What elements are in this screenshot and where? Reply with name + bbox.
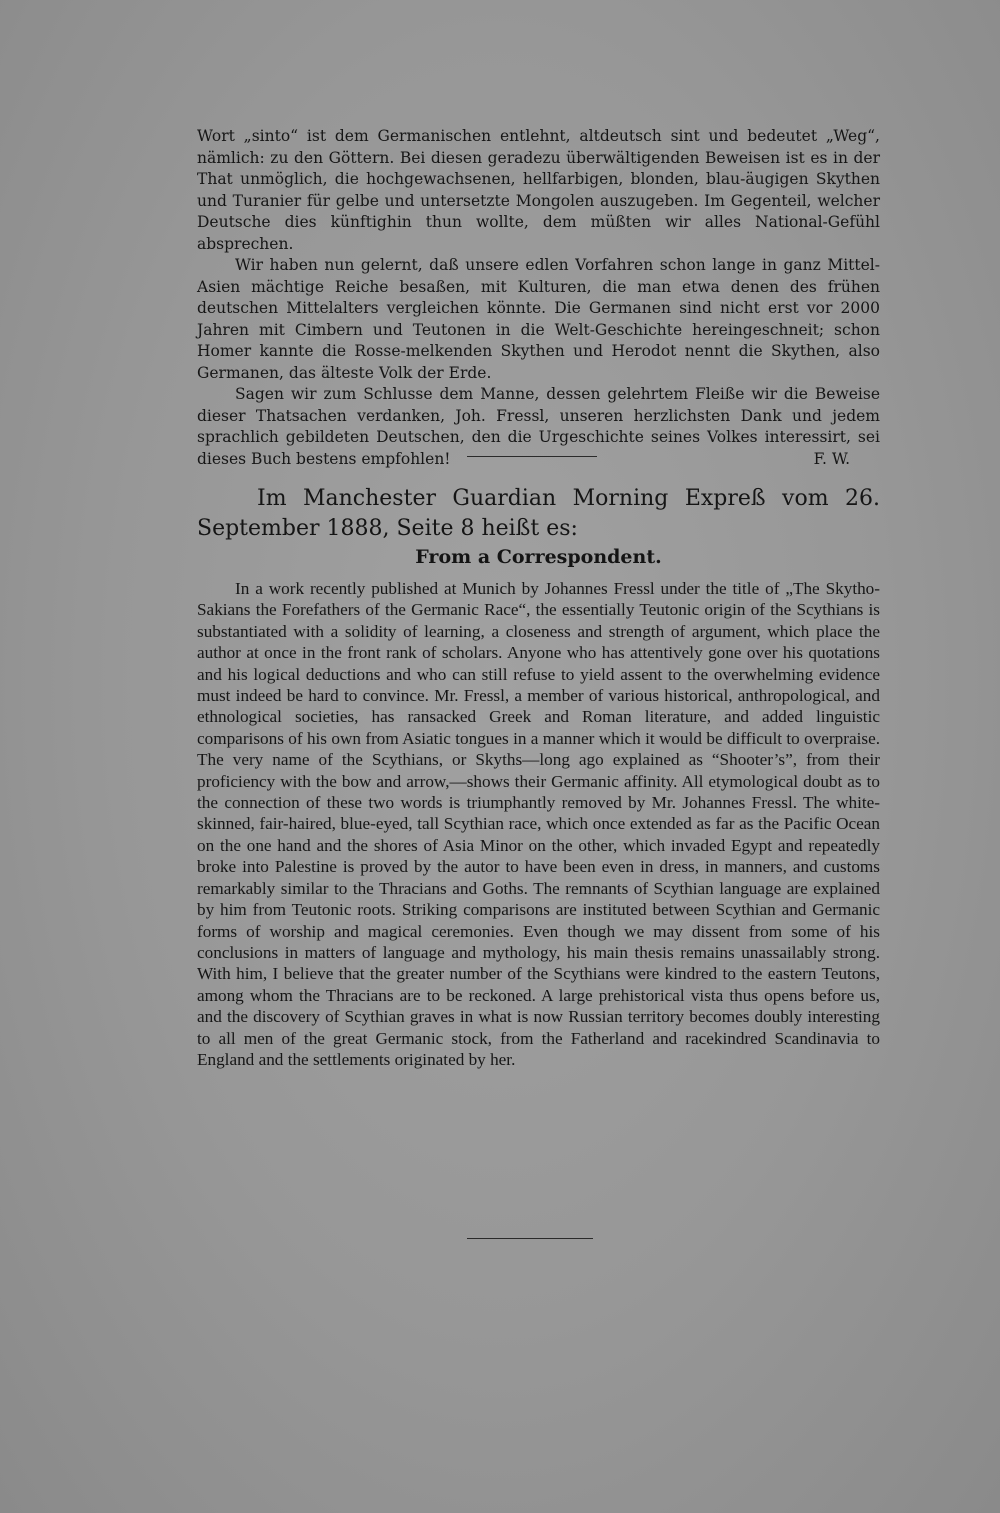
german-paragraph-3 (197, 384, 880, 470)
german-paragraph-1: Wort „sinto“ ist dem Germanischen entlehnt, altdeutsch sint und bedeutet „Weg“, nämlich: zu den Göttern. Bei diesen geradezu überwältigenden Beweisen ist es in der That unmöglich, die hochgewachsenen, hellfarbigen, blonden, blau-äugigen Skythen und Turanier für gelbe und untersetzte Mongolen auszugeben. Im Gegenteil, welcher Deutsche dies künftighin thun wollte, dem müßten wir alles National-Gefühl absprechen. (197, 127, 880, 253)
german-paragraph-3-text: Sagen wir zum Schlusse dem Manne, dessen gelehrtem Fleiße wir die Beweise dieser Thatsachen verdanken, Joh. Fressl, unseren herzlichsten Dank und jedem sprachlich gebildeten Deutschen, den die Urgeschichte seines Volkes interessirt, sei dieses Buch bestens empfohlen! (197, 385, 880, 468)
correspondent-subheading: From a Correspondent. (415, 546, 662, 568)
newspaper-citation-heading: Im Manchester Guardian Morning Expreß vom 26. September 1888, Seite 8 heißt es: (197, 486, 880, 541)
signature: F. W. (813, 449, 850, 468)
german-paragraph-2: Wir haben nun gelernt, daß unsere edlen Vorfahren schon lange in ganz Mittel-Asien mächtige Reiche besaßen, mit Kulturen, die man etwa denen des frühen deutschen Mittelalters vergleichen könnte. Die Germanen sind nicht erst vor 2000 Jahren mit Cimbern und Teutonen in die Welt-Geschichte hereingeschneit; schon Homer kannte die Rosse-melkenden Skythen und Herodot nennt die Skythen, also Germanen, das älteste Volk der Erde. (197, 256, 880, 382)
english-text-block (197, 578, 880, 1070)
german-text-block (197, 126, 880, 470)
divider-rule-top (467, 456, 597, 457)
english-paragraph: In a work recently published at Munich by Johannes Fressl under the title of „The Skytho-Sakians the Forefathers of the Germanic Race“, the essentially Teutonic origin of the Scythians is substantiated with a solidity of learning, a closeness and strength of argument, which place the author at once in the front rank of scholars. Anyone who has attentively gone over his quotations and his logical deductions and who can still refuse to yield assent to the overwhelming evidence must indeed be hard to convince. Mr. Fressl, a member of various historical, anthropological, and ethnological societies, has ransacked Greek and Roman literature, and added linguistic comparisons of his own from Asiatic tongues in a manner which it would be difficult to overpraise. The very name of the Scythians, or Skyths—long ago explained as “Shooter’s”, from their proficiency with the bow and arrow,—shows their Germanic affinity. All etymological doubt as to the connection of these two words is triumphantly removed by Mr. Johannes Fressl. The white-skinned, fair-haired, blue-eyed, tall Scythian race, which once extended as far as the Pacific Ocean on the one hand and the shores of Asia Minor on the other, which invaded Egypt and repeatedly broke into Palestine is proved by the autor to have been even in dress, in manners, and customs remarkably similar to the Thracians and Goths. The remnants of Scythian language are explained by him from Teutonic roots. Striking comparisons are instituted between Scythian and Germanic forms of worship and magical ceremonies. Even though we may dissent from some of his conclusions in matters of language and mythology, his main thesis remains unassailably strong. With him, I believe that the greater number of the Scythians were kindred to the eastern Teutons, among whom the Thracians are to be reckoned. A large prehistorical vista thus opens before us, and the discovery of Scythian graves in what is now Russian territory becomes doubly interesting to all men of the great Germanic stock, from the Fatherland and racekindred Scandinavia to England and the settlements originated by her. (197, 579, 880, 1069)
divider-rule-bottom (467, 1238, 593, 1239)
